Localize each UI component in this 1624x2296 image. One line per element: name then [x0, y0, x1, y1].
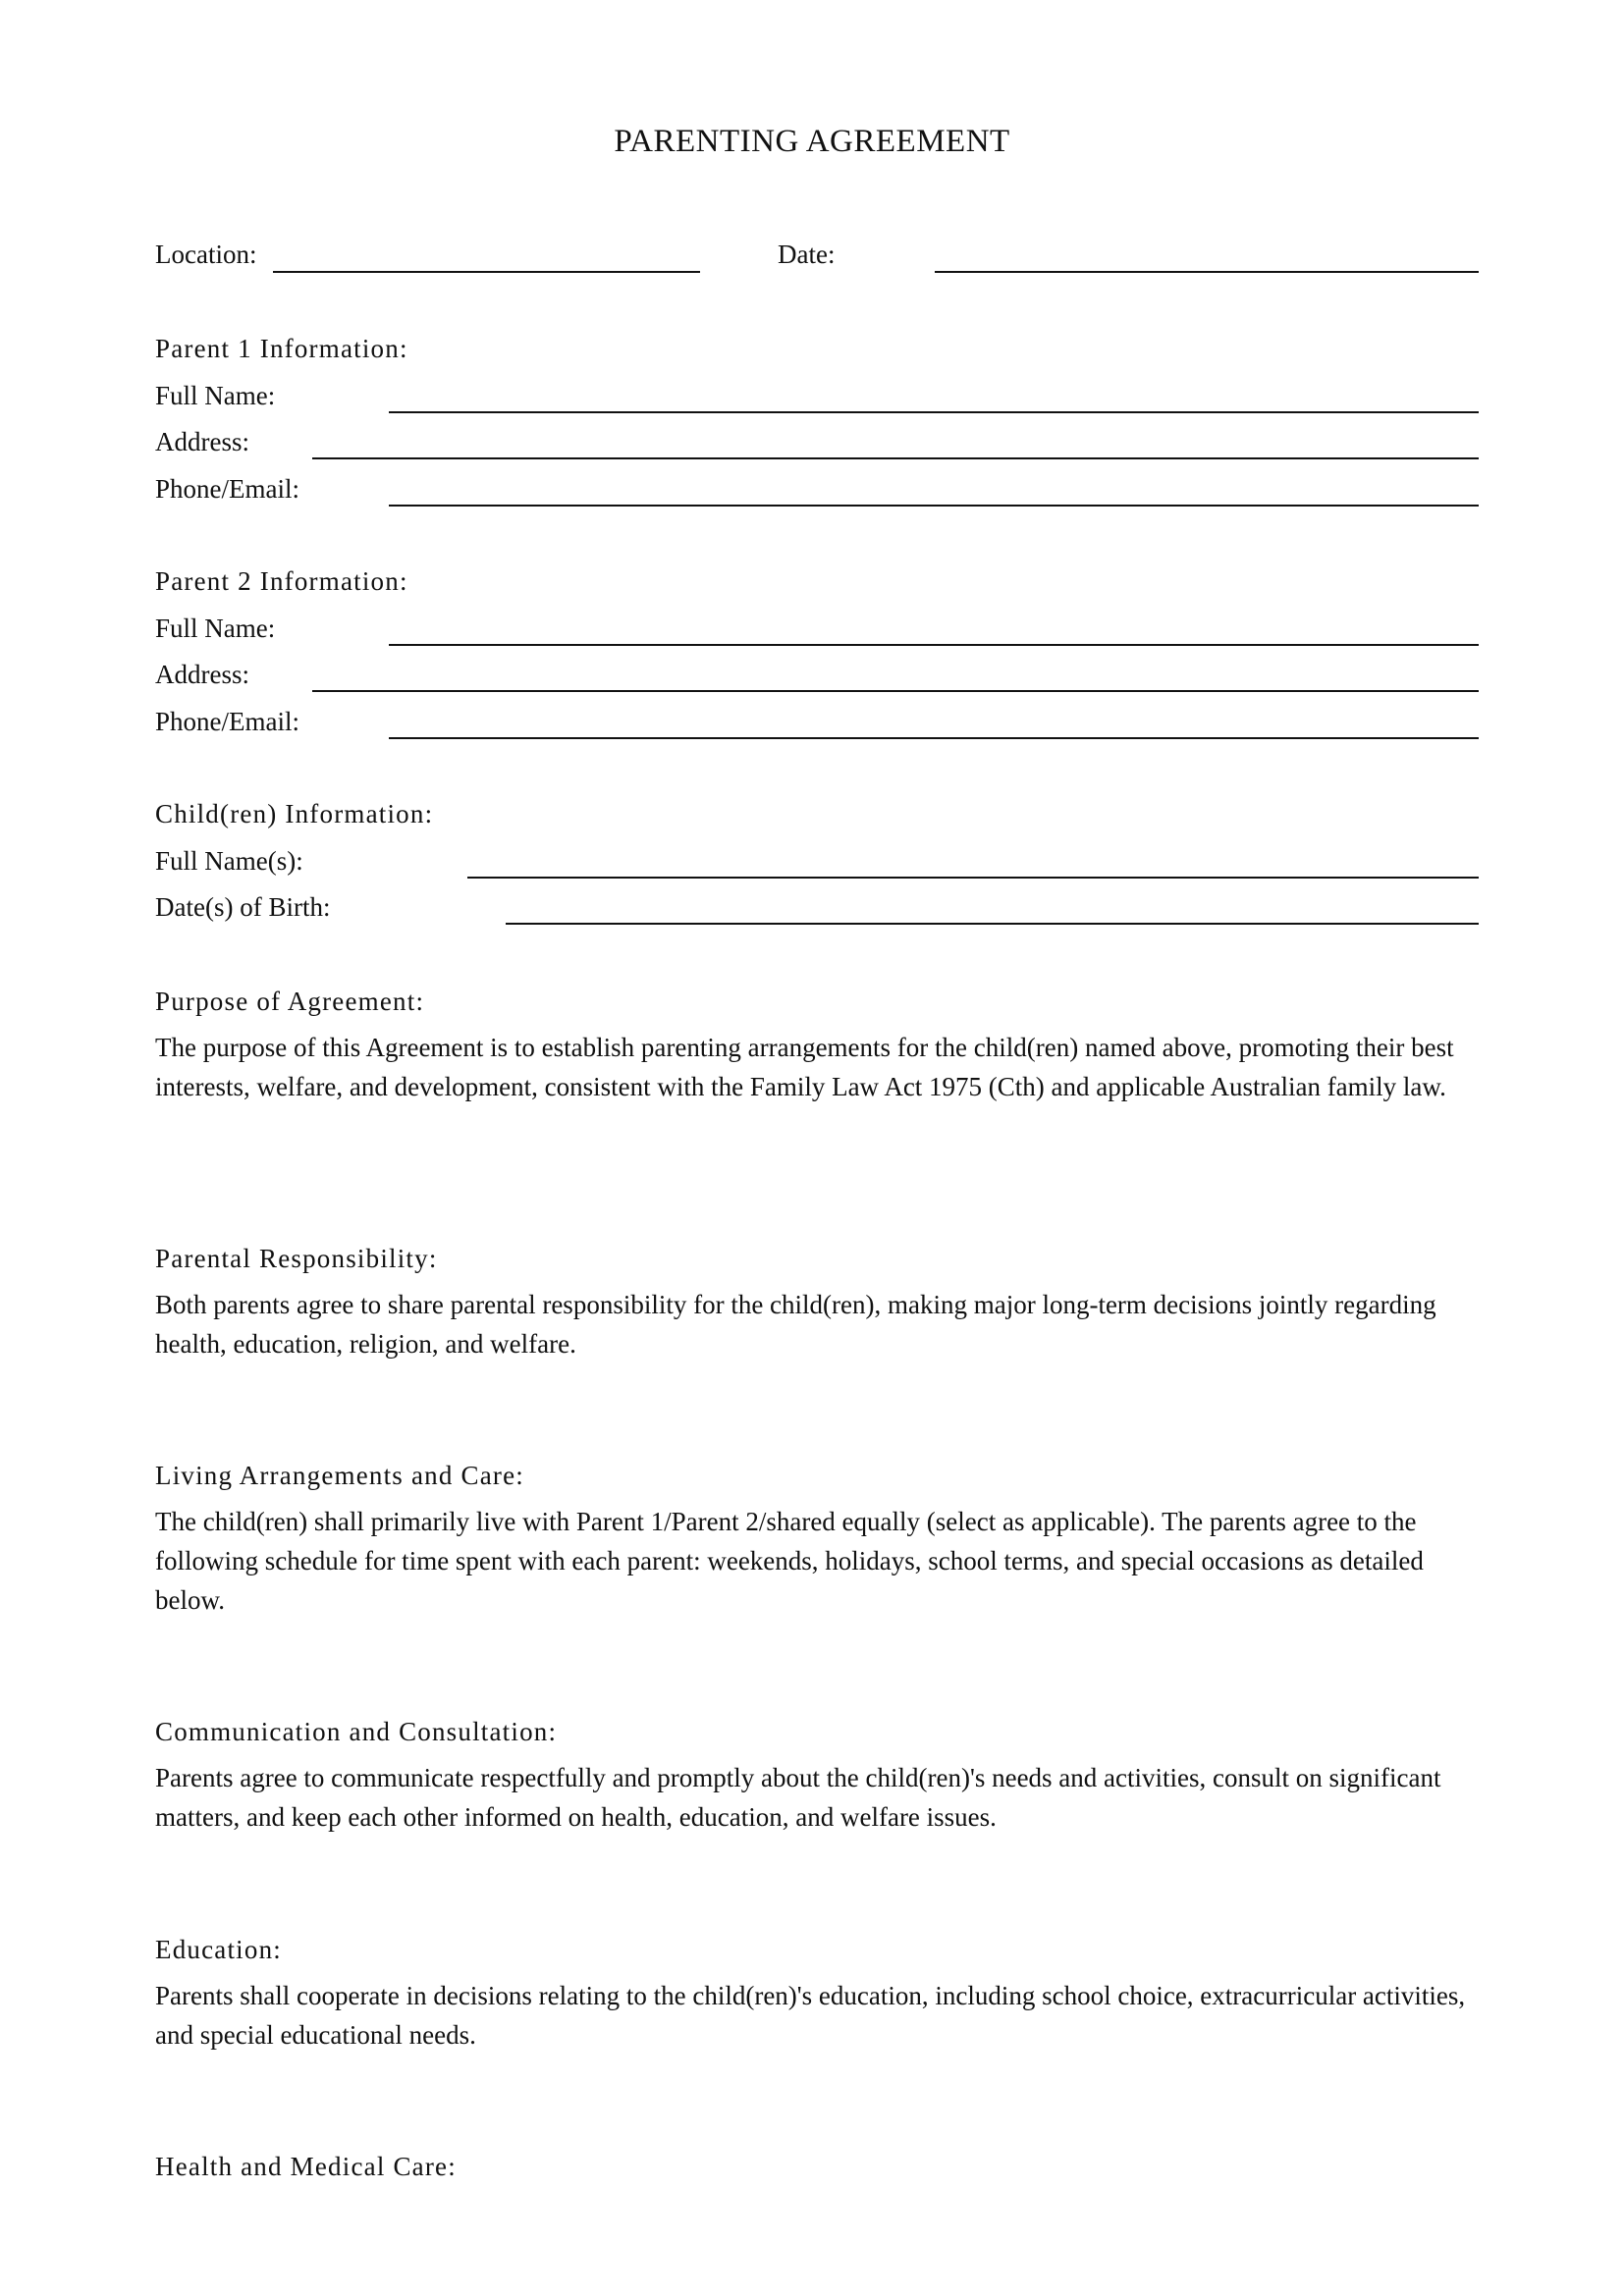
document-title: PARENTING AGREEMENT: [614, 124, 1010, 159]
parent2-full-name-field[interactable]: [389, 644, 1479, 646]
parent2-full-name-label: Full Name:: [155, 614, 276, 643]
parent1-full-name-label: Full Name:: [155, 381, 276, 410]
section-body-communication: Parents agree to communicate respectfully and promptly about the child(ren)'s needs and activities, consult on significant matters, and keep each other informed on health, education, and welfare issues.: [155, 1763, 1441, 1832]
parent2-phone-email-label: Phone/Email:: [155, 707, 299, 736]
parent1-address-field[interactable]: [312, 457, 1479, 459]
section-heading-parental-responsibility: Parental Responsibility:: [155, 1244, 438, 1273]
section-heading-education: Education:: [155, 1935, 282, 1964]
section-body-education: Parents shall cooperate in decisions relating to the child(ren)'s education, including school choice, extracurricular activities, and special educational needs.: [155, 1981, 1466, 2050]
children-dob-label: Date(s) of Birth:: [155, 892, 331, 922]
parent2-address-field[interactable]: [312, 690, 1479, 692]
date-field[interactable]: [935, 271, 1479, 273]
children-dob-field[interactable]: [506, 923, 1479, 925]
section-heading-health: Health and Medical Care:: [155, 2152, 457, 2181]
section-body-purpose: The purpose of this Agreement is to establish parenting arrangements for the child(ren) named above, promoting their best interests, welfare, and development, consistent with the Family Law Act 1975 (Cth) and applicable Australian family law.: [155, 1033, 1454, 1101]
children-heading: Child(ren) Information:: [155, 799, 434, 828]
parent2-phone-email-field[interactable]: [389, 737, 1479, 739]
location-field[interactable]: [273, 271, 700, 273]
children-full-names-field[interactable]: [467, 877, 1479, 879]
parent1-full-name-field[interactable]: [389, 411, 1479, 413]
parent2-heading: Parent 2 Information:: [155, 566, 408, 596]
parent2-address-label: Address:: [155, 660, 249, 689]
parent1-address-label: Address:: [155, 427, 249, 456]
date-label: Date:: [778, 240, 836, 269]
children-full-names-label: Full Name(s):: [155, 846, 303, 876]
section-heading-communication: Communication and Consultation:: [155, 1717, 558, 1746]
parent1-phone-email-field[interactable]: [389, 505, 1479, 507]
section-body-parental-responsibility: Both parents agree to share parental responsibility for the child(ren), making major long-term decisions jointly regarding health, education, religion, and welfare.: [155, 1290, 1436, 1359]
section-heading-purpose: Purpose of Agreement:: [155, 987, 425, 1016]
parent1-heading: Parent 1 Information:: [155, 334, 408, 363]
section-body-living-arrangements: The child(ren) shall primarily live with Parent 1/Parent 2/shared equally (select as applicable). The parents agree to the following schedule for time spent with each parent: weekends, holidays, school terms, and special occasions as detailed below.: [155, 1507, 1424, 1615]
parent1-phone-email-label: Phone/Email:: [155, 474, 299, 504]
section-heading-living-arrangements: Living Arrangements and Care:: [155, 1461, 524, 1490]
location-label: Location:: [155, 240, 257, 269]
